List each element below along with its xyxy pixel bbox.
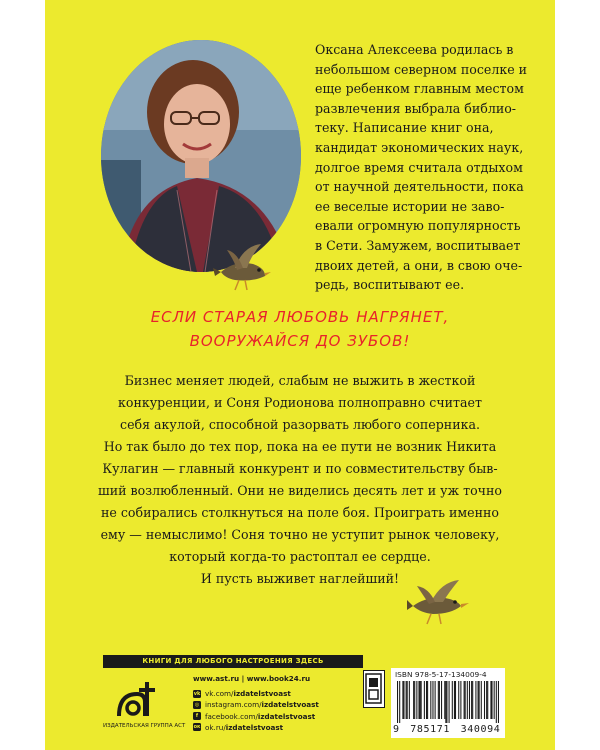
barcode-bar xyxy=(469,681,470,719)
bio-line: ее веселые истории не заво- xyxy=(315,198,505,214)
bio-line: в Сети. Замужем, воспитывает xyxy=(315,237,521,253)
barcode-bar xyxy=(467,681,468,719)
slogan-line-1: ЕСЛИ СТАРАЯ ЛЮБОВЬ НАГРЯНЕТ, xyxy=(150,308,450,326)
age-rating-mark xyxy=(363,670,385,708)
barcode-bar xyxy=(471,681,472,719)
barcode-bar xyxy=(445,681,446,723)
barcode-bar xyxy=(452,681,453,719)
barcode-bar xyxy=(438,681,439,719)
barcode-bar xyxy=(458,681,459,719)
instagram-icon: ◎ xyxy=(194,702,200,708)
bio-line: теку. Написание книг она, xyxy=(315,120,494,136)
blurb-line: ший возлюбленный. Они не виделись десять лет и уж точно xyxy=(98,483,502,498)
barcode-bar xyxy=(432,681,433,719)
blurb-line: И пусть выживет наглейший! xyxy=(200,571,400,586)
bio-line: Оксана Алексеева родилась в xyxy=(315,42,514,57)
barcode-bar xyxy=(430,681,431,719)
barcode-bar xyxy=(449,681,450,723)
barcode-bar xyxy=(420,681,421,719)
bio-line: кандидат экономических наук, xyxy=(315,139,524,155)
slogan-line-2: ВООРУЖАЙСЯ ДО ЗУБОВ! xyxy=(189,332,411,350)
social-link-facebook[interactable]: f facebook.com/ izdatelstvoast xyxy=(193,711,319,722)
vk-icon: vk xyxy=(193,690,201,697)
blurb-line: который когда-то растоптал ее сердце. xyxy=(169,549,431,564)
blurb-line: Бизнес меняет людей, слабым не выжить в жесткой xyxy=(124,373,476,388)
barcode-bar xyxy=(475,681,476,719)
barcode-bar xyxy=(479,681,480,719)
blurb-line: Кулагин — главный конкурент и по совместительству быв- xyxy=(102,461,498,476)
barcode-bar xyxy=(418,681,419,719)
ast-logo-icon xyxy=(115,676,159,720)
barcode-bar xyxy=(441,681,442,719)
barcode-bar xyxy=(496,681,497,723)
social-link-instagram[interactable]: ◎ instagram.com/ izdatelstvoast xyxy=(194,700,319,710)
barcode-bar xyxy=(484,681,485,719)
ean-left-digits: 785171 xyxy=(410,724,450,735)
author-photo xyxy=(101,40,301,272)
barcode-bar xyxy=(465,681,466,719)
ean-right-digits: 340094 xyxy=(460,724,501,735)
barcode-bar xyxy=(439,681,440,719)
barcode-bar xyxy=(413,681,414,719)
publisher-logo xyxy=(103,676,186,736)
bio-line: небольшом северном поселке и xyxy=(315,61,528,77)
odnoklassniki-icon: ок xyxy=(193,724,201,731)
barcode-bar xyxy=(446,681,447,723)
barcode-bar xyxy=(424,681,425,719)
barcode-bar xyxy=(426,681,427,719)
bio-line: еще ребенком главным местом xyxy=(315,81,524,97)
publisher-caption: ИЗДАТЕЛЬСКАЯ ГРУППА АСТ xyxy=(103,723,186,729)
barcode-bar xyxy=(402,681,403,719)
barcode-bar xyxy=(481,681,482,719)
publisher-tagline: КНИГИ ДЛЯ ЛЮБОГО НАСТРОЕНИЯ ЗДЕСЬ xyxy=(103,655,363,668)
publisher-links xyxy=(193,673,319,733)
blurb-line: себя акулой, способной разорвать любого соперника. xyxy=(120,417,480,432)
bio-line: редь, воспитывают ее. xyxy=(315,277,465,293)
barcode-bar xyxy=(399,681,400,723)
barcode-bar xyxy=(460,681,461,719)
book-blurb xyxy=(45,370,555,590)
bird-illustration xyxy=(213,242,271,294)
barcode-bar xyxy=(414,681,415,719)
barcode-panel xyxy=(391,668,505,738)
social-link-vk[interactable]: vk vk.com/ izdatelstvoast xyxy=(193,689,291,699)
website-links[interactable]: www.ast.ru | www.book24.ru xyxy=(193,674,311,683)
barcode-bar xyxy=(494,681,495,719)
bio-line: развлечения выбрала библио- xyxy=(315,100,517,116)
blurb-line: Но так было до тех пор, пока на ее пути не возник Никита xyxy=(103,439,497,454)
barcode-bar xyxy=(421,681,422,719)
barcode-bar xyxy=(403,681,404,719)
barcode-bar xyxy=(407,681,408,719)
barcode-bar xyxy=(416,681,417,719)
barcode-bar xyxy=(427,681,428,719)
bio-line: от научной деятельности, пока xyxy=(315,179,524,195)
blurb-line: конкуренции, и Соня Родионова полноправно считает xyxy=(118,395,482,410)
barcode-bar xyxy=(409,681,410,719)
book-back-cover xyxy=(45,0,555,750)
barcode-icon xyxy=(397,681,499,723)
facebook-icon: f xyxy=(193,712,201,720)
blurb-line: не собирались столкнуться на поле боя. Проиграть именно xyxy=(101,505,499,520)
barcode-bar xyxy=(406,681,407,719)
barcode-bar xyxy=(486,681,487,719)
bird-illustration xyxy=(407,576,469,628)
barcode-bar xyxy=(498,681,499,723)
barcode-bar xyxy=(487,681,488,719)
barcode-bar xyxy=(464,681,465,719)
isbn-number: ISBN 978-5-17-134009-4 xyxy=(395,670,487,679)
barcode-bar xyxy=(455,681,456,719)
barcode-bar xyxy=(454,681,455,719)
barcode-bar xyxy=(397,681,398,723)
bio-line: евали огромную популярность xyxy=(315,218,521,234)
barcode-bar xyxy=(435,681,436,719)
ean-first-digit: 9 xyxy=(393,724,400,735)
barcode-bar xyxy=(491,681,492,719)
barcode-bar xyxy=(478,681,479,719)
ean-number xyxy=(393,724,503,735)
bio-line: долгое время считала отдыхом xyxy=(315,159,523,175)
barcode-bar xyxy=(490,681,491,719)
bio-line: двоих детей, а они, в свою оче- xyxy=(315,257,523,273)
blurb-line: ему — немыслимо! Соня точно не уступит рынок человеку, xyxy=(100,527,500,542)
barcode-bar xyxy=(444,681,445,719)
author-bio xyxy=(315,40,528,295)
barcode-bar xyxy=(472,681,473,719)
social-link-odnoklassniki[interactable]: ок ok.ru/ izdatelstvoast xyxy=(193,722,284,732)
